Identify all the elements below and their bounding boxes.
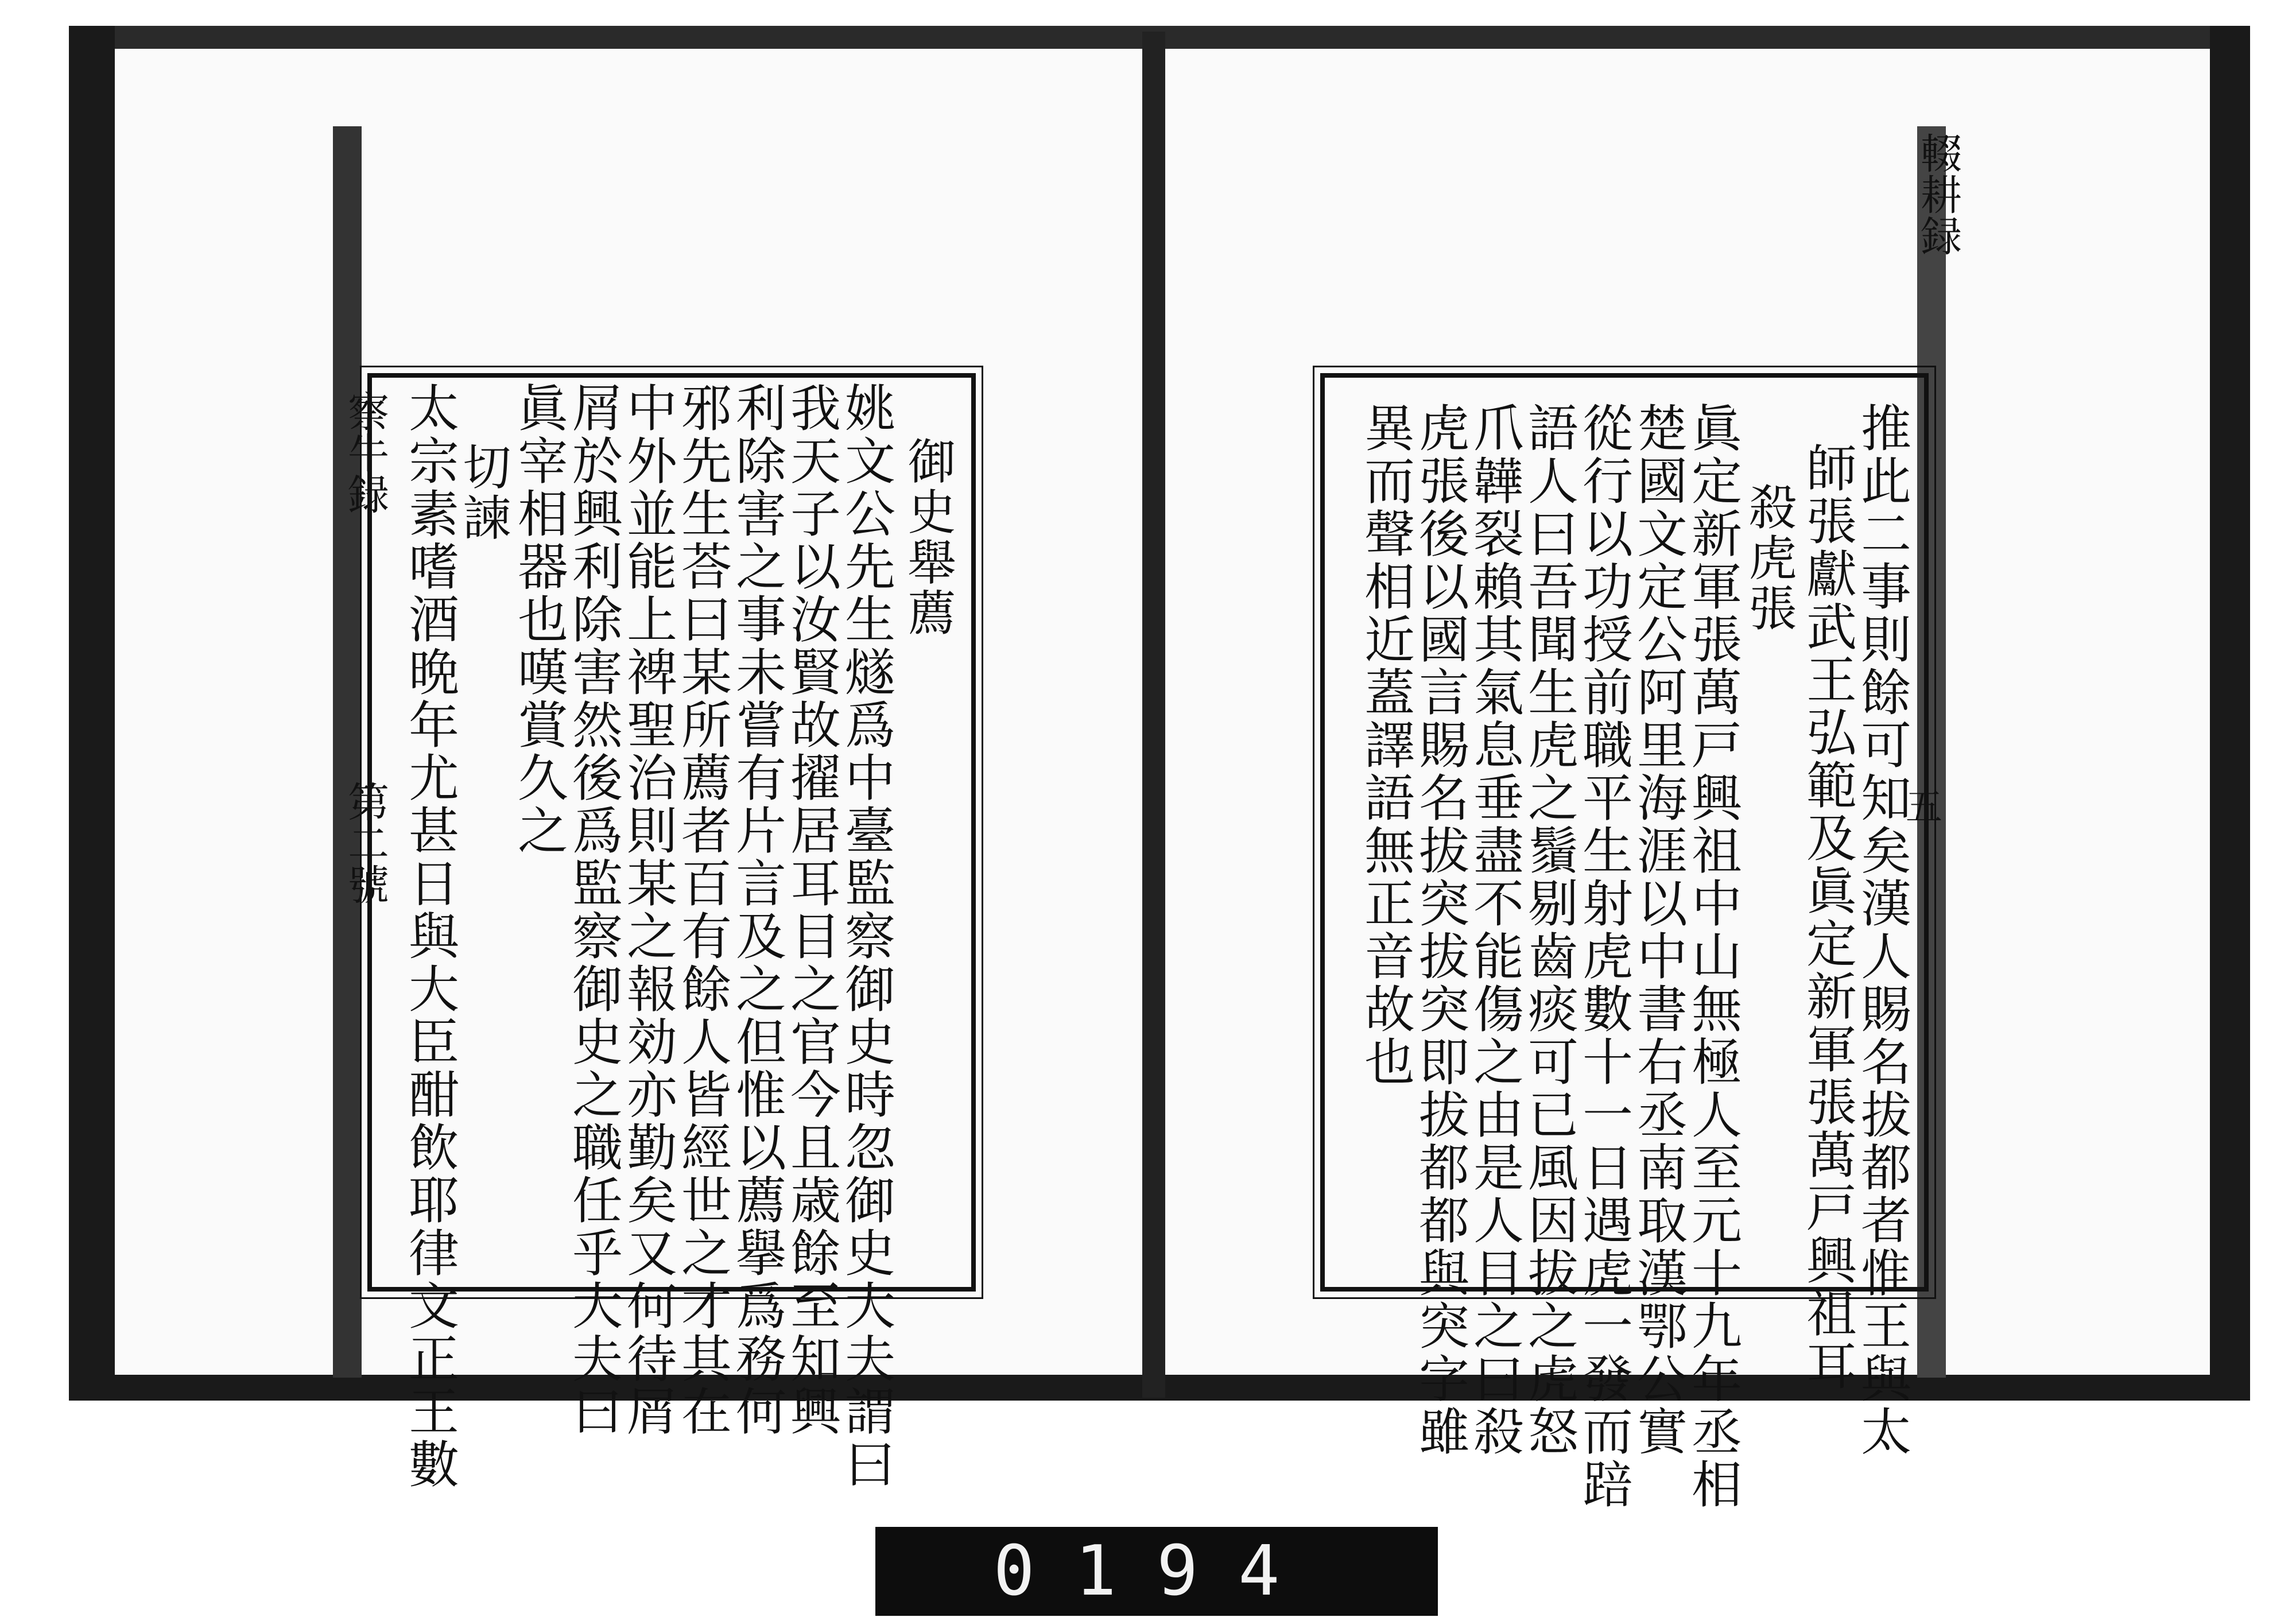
right-col-9: 異而聲相近蓋譯語無正音故也 [1356,402,1415,1088]
left-col-9: 太宗素嗜酒晩年尤甚日與大臣酣飲耶律文正王數 [401,382,460,1491]
left-margin-volume: 第二號 [341,781,389,905]
page-number: 五 [1906,786,1942,829]
right-margin-title: 輟耕録 [1914,132,1962,256]
left-col-4: 邪先生荅曰某所薦者百有餘人皆經世之才其在 [673,382,732,1438]
left-col-8: 切諫 [455,442,511,543]
left-col-6: 屑於興利除害然後爲監察御史之職任乎大夫曰 [564,382,623,1438]
right-col-6: 語人曰吾聞生虎之鬚剔齒痰可已風因拔之虎怒 [1520,402,1579,1458]
scan-border-left [69,26,115,1401]
right-col-3: 眞定新軍張萬戸興祖中山無極人至元十九年丞相 [1684,402,1743,1511]
left-col-0: 御史舉薦 [900,436,956,638]
right-col-1: 師張獻武王弘範及眞定新軍張萬戸興祖耳 [1798,442,1857,1393]
catalog-number-tag: 0194 [875,1527,1438,1616]
right-col-7: 爪韡裂賴其氣息垂盡不能傷之由是人目之曰殺 [1465,402,1525,1458]
left-col-3: 利除害之事未嘗有片言及之但惟以薦擧爲務何 [728,382,787,1438]
right-col-8: 虎張後以國言賜名拔突拔突即拔都都與突字雖 [1411,402,1470,1458]
scan-border-right [2210,26,2250,1401]
left-col-5: 中外並能上裨聖治則某之報効亦勤矣又何待屑 [619,382,678,1438]
right-col-5: 從行以功授前職平生射虎數十一日遇虎一發而踣 [1574,402,1634,1511]
left-margin-title: 察牛録 [341,390,389,514]
left-col-7: 眞宰相器也嘆賞久之 [510,382,569,857]
left-page-gutter [333,126,362,1378]
right-col-2: 殺虎張 [1741,482,1797,634]
right-col-4: 楚國文定公阿里海涯以中書右丞南取漢鄂公實 [1629,402,1688,1458]
left-col-2: 我天子以汝賢故擢居耳目之官今且歳餘至知興 [782,382,841,1438]
left-col-1: 姚文公先生燧爲中臺監察御史時忽御史大夫謂曰 [837,382,896,1491]
right-col-0: 推此二事則餘可知矣漢人賜名拔都者惟王與太 [1853,402,1912,1458]
book-spine [1142,32,1165,1398]
